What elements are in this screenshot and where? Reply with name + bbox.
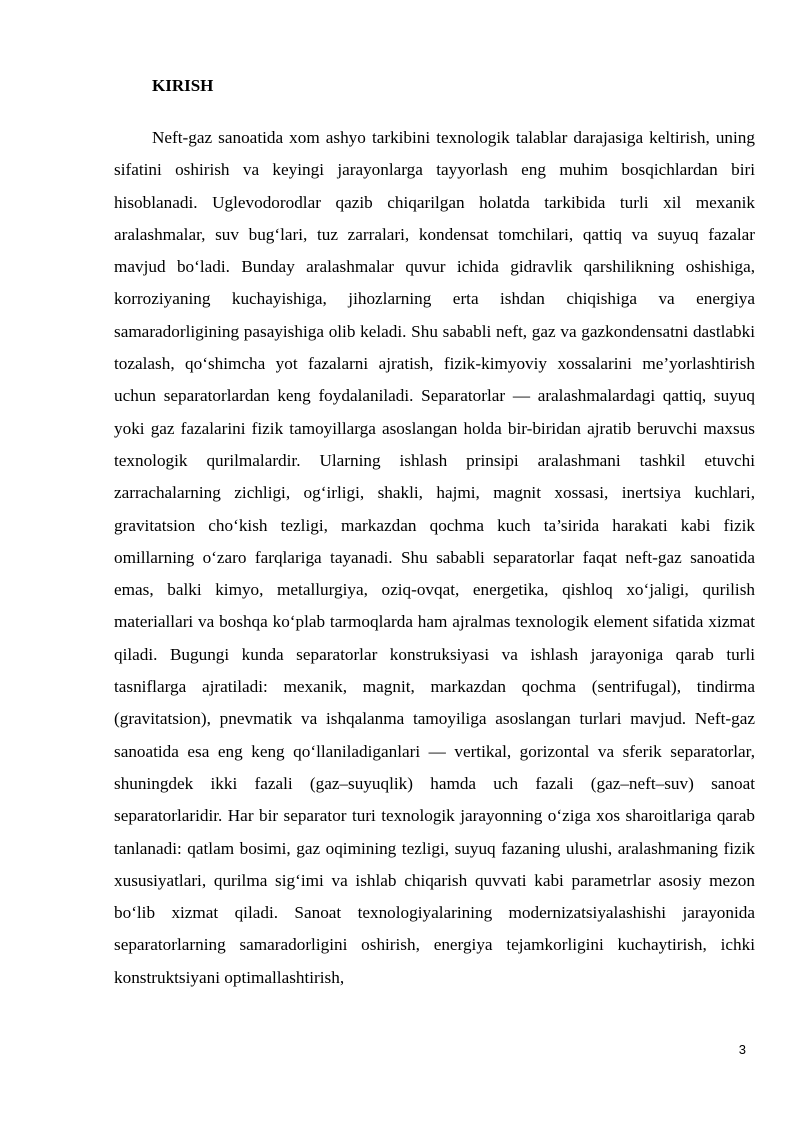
page-number: 3 xyxy=(738,1042,746,1057)
body-paragraph: Neft-gaz sanoatida xom ashyo tarkibini texnologik talablar darajasiga keltirish, uning sifatini oshirish va keyingi jarayonlarga tayyorlash eng muhim bosqichlardan biri hisoblanadi. Uglevodorodlar qazib chiqarilgan holatda tarkibida turli xil mexanik aralashmalar, suv bug‘lari, tuz zarralari, kondensat tomchilari, qattiq va suyuq fazalar mavjud bo‘ladi. Bunday aralashmalar quvur ichida gidravlik qarshilikning oshishiga, korroziyaning kuchayishiga, jihozlarning erta ishdan chiqishiga va energiya samaradorligining pasayishiga olib keladi. Shu sababli neft, gaz va gazkondensatni dastlabki tozalash, qo‘shimcha yot fazalarni ajratish, fizik-kimyoviy xossalarini me’yorlashtirish uchun separatorlardan keng foydalaniladi. Separatorlar — aralashmalardagi qattiq, suyuq yoki gaz fazalarini fizik tamoyillarga asoslangan holda bir-biridan ajratib beruvchi maxsus texnologik qurilmalardir. Ularning ishlash prinsipi aralashmani tashkil etuvchi zarrachalarning zichligi, og‘irligi, shakli, hajmi, magnit xossasi, inertsiya kuchlari, gravitatsion cho‘kish tezligi, markazdan qochma kuch ta’sirida harakati kabi fizik omillarning o‘zaro farqlariga tayanadi. Shu sababli separatorlar faqat neft-gaz sanoatida emas, balki kimyo, metallurgiya, oziq-ovqat, energetika, qishloq xo‘jaligi, qurilish materiallari va boshqa ko‘plab tarmoqlarda ham ajralmas texnologik element sifatida xizmat qiladi. Bugungi kunda separatorlar konstruksiyasi va ishlash jarayoniga qarab turli tasniflarga ajratiladi: mexanik, magnit, markazdan qochma (sentrifugal), tindirma (gravitatsion), pnevmatik va ishqalanma tamoyiliga asoslangan turlari mavjud. Neft-gaz sanoatida esa eng keng qo‘llaniladiganlari — vertikal, gorizontal va sferik separatorlar, shuningdek ikki fazali (gaz–suyuqlik) hamda uch fazali (gaz–neft–suv) sanoat separatorlaridir. Har bir separator turi texnologik jarayonning o‘ziga xos sharoitlariga qarab tanlanadi: qatlam bosimi, gaz oqimining tezligi, suyuq fazaning ulushi, aralashmaning fizik xususiyatlari, qurilma sig‘imi va ishlab chiqarish quvvati kabi parametrlar asosiy mezon bo‘lib xizmat qiladi. Sanoat texnologiyalarining modernizatsiyalashishi jarayonida separatorlarning samaradorligini oshirish, energiya tejamkorligini kuchaytirish, ichki konstruktsiyani optimallashtirish, xyxy=(114,128,755,987)
section-heading: KIRISH xyxy=(152,76,214,95)
